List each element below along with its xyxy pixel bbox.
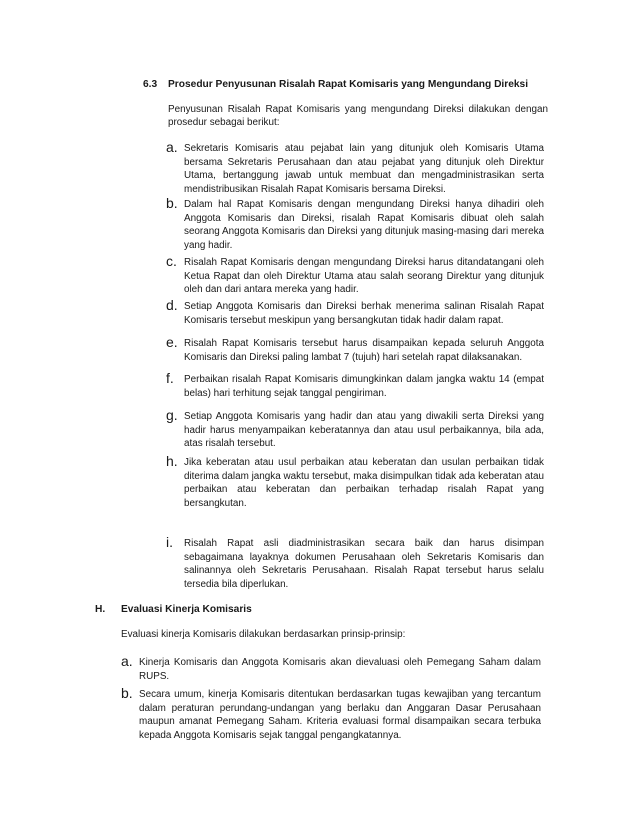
list-item-text: Sekretaris Komisaris atau pejabat lain yang ditunjuk oleh Komisaris Utama bersama Sekretaris Perusahaan dan atau pejabat yang ditunjuk oleh Direktur Utama, bertanggung jawab untuk membuat dan mengadministrasikan serta mendistribusikan Risalah Rapat Komisaris bersama Direksi. [184,143,544,195]
list-item-text: Kinerja Komisaris dan Anggota Komisaris akan dievaluasi oleh Pemegang Saham dalam RUPS. [139,657,541,682]
section-number: 6.3 [143,79,158,90]
list-item-letter: h. [166,453,178,469]
list-item-letter: a. [121,653,133,669]
section-title: Prosedur Penyusunan Risalah Rapat Komisaris yang Mengundang Direksi [168,79,529,90]
list-item-text: Perbaikan risalah Rapat Komisaris dimungkinkan dalam jangka waktu 14 (empat belas) hari terhitung sejak tanggal pengiriman. [184,374,544,399]
list-item-letter: d. [166,297,178,313]
list-item-text: Risalah Rapat Komisaris dengan mengundang Direksi harus ditandatangani oleh Ketua Rapat dan oleh Direktur Utama atau salah seorang Direktur yang ditunjuk oleh dan dari antara mereka yang hadir. [184,257,544,295]
list-item-letter: g. [166,407,178,423]
list-item-text: Setiap Anggota Komisaris yang hadir dan atau yang diwakili serta Direksi yang hadir harus menyampaikan keberatannya dan atau usul perbaikannya, bila ada, atas risalah tersebut. [184,411,544,449]
list-item-text: Risalah Rapat asli diadministrasikan secara baik dan harus disimpan sebagaimana layaknya dokumen Perusahaan oleh Sekretaris Komisaris dan salinannya oleh Sekretaris Perusahaan. Risalah Rapat tersebut harus selalu tersedia bila diperlukan. [184,538,544,590]
list-item-letter: c. [166,253,177,269]
list-item-letter: b. [166,195,178,211]
list-item-text: Jika keberatan atau usul perbaikan atau keberatan dan usulan perbaikan tidak diterima dalam jangka waktu tersebut, maka disimpulkan tidak ada keberatan atau perbaikan atau keberatan dan perbaikan terhadap risalah Rapat yang bersangkutan. [184,457,544,509]
list-item-text: Dalam hal Rapat Komisaris dengan mengundang Direksi hanya dihadiri oleh Anggota Komisaris dan Direksi, risalah Rapat Komisaris dibuat oleh salah seorang Anggota Komisaris dan Direksi yang ditunjuk masing-masing dari mereka yang hadir. [184,199,544,251]
list-item-letter: e. [166,334,178,350]
list-item-letter: b. [121,685,133,701]
list-item-letter: i. [166,534,173,550]
list-item-letter: f. [166,370,174,386]
section-title: Evaluasi Kinerja Komisaris [121,604,252,615]
list-item-text: Setiap Anggota Komisaris dan Direksi berhak menerima salinan Risalah Rapat Komisaris tersebut meskipun yang bersangkutan tidak hadir dalam rapat. [184,301,544,326]
list-item-letter: a. [166,139,178,155]
section-number: H. [95,604,106,615]
list-item-text: Secara umum, kinerja Komisaris ditentukan berdasarkan tugas kewajiban yang tercantum dalam peraturan perundang-undangan yang berlaku dan Anggaran Dasar Perusahaan maupun amanat Pemegang Saham. Kriteria evaluasi formal disampaikan secara terbuka kepada Anggota Komisaris sejak tanggal pengangkatannya. [139,689,541,741]
section-intro: Evaluasi kinerja Komisaris dilakukan berdasarkan prinsip-prinsip: [121,629,406,640]
list-item-text: Risalah Rapat Komisaris tersebut harus disampaikan kepada seluruh Anggota Komisaris dan Direksi paling lambat 7 (tujuh) hari setelah rapat dilaksanakan. [184,338,544,363]
section-intro: Penyusunan Risalah Rapat Komisaris yang mengundang Direksi dilakukan dengan prosedur sebagai berikut: [168,104,548,128]
